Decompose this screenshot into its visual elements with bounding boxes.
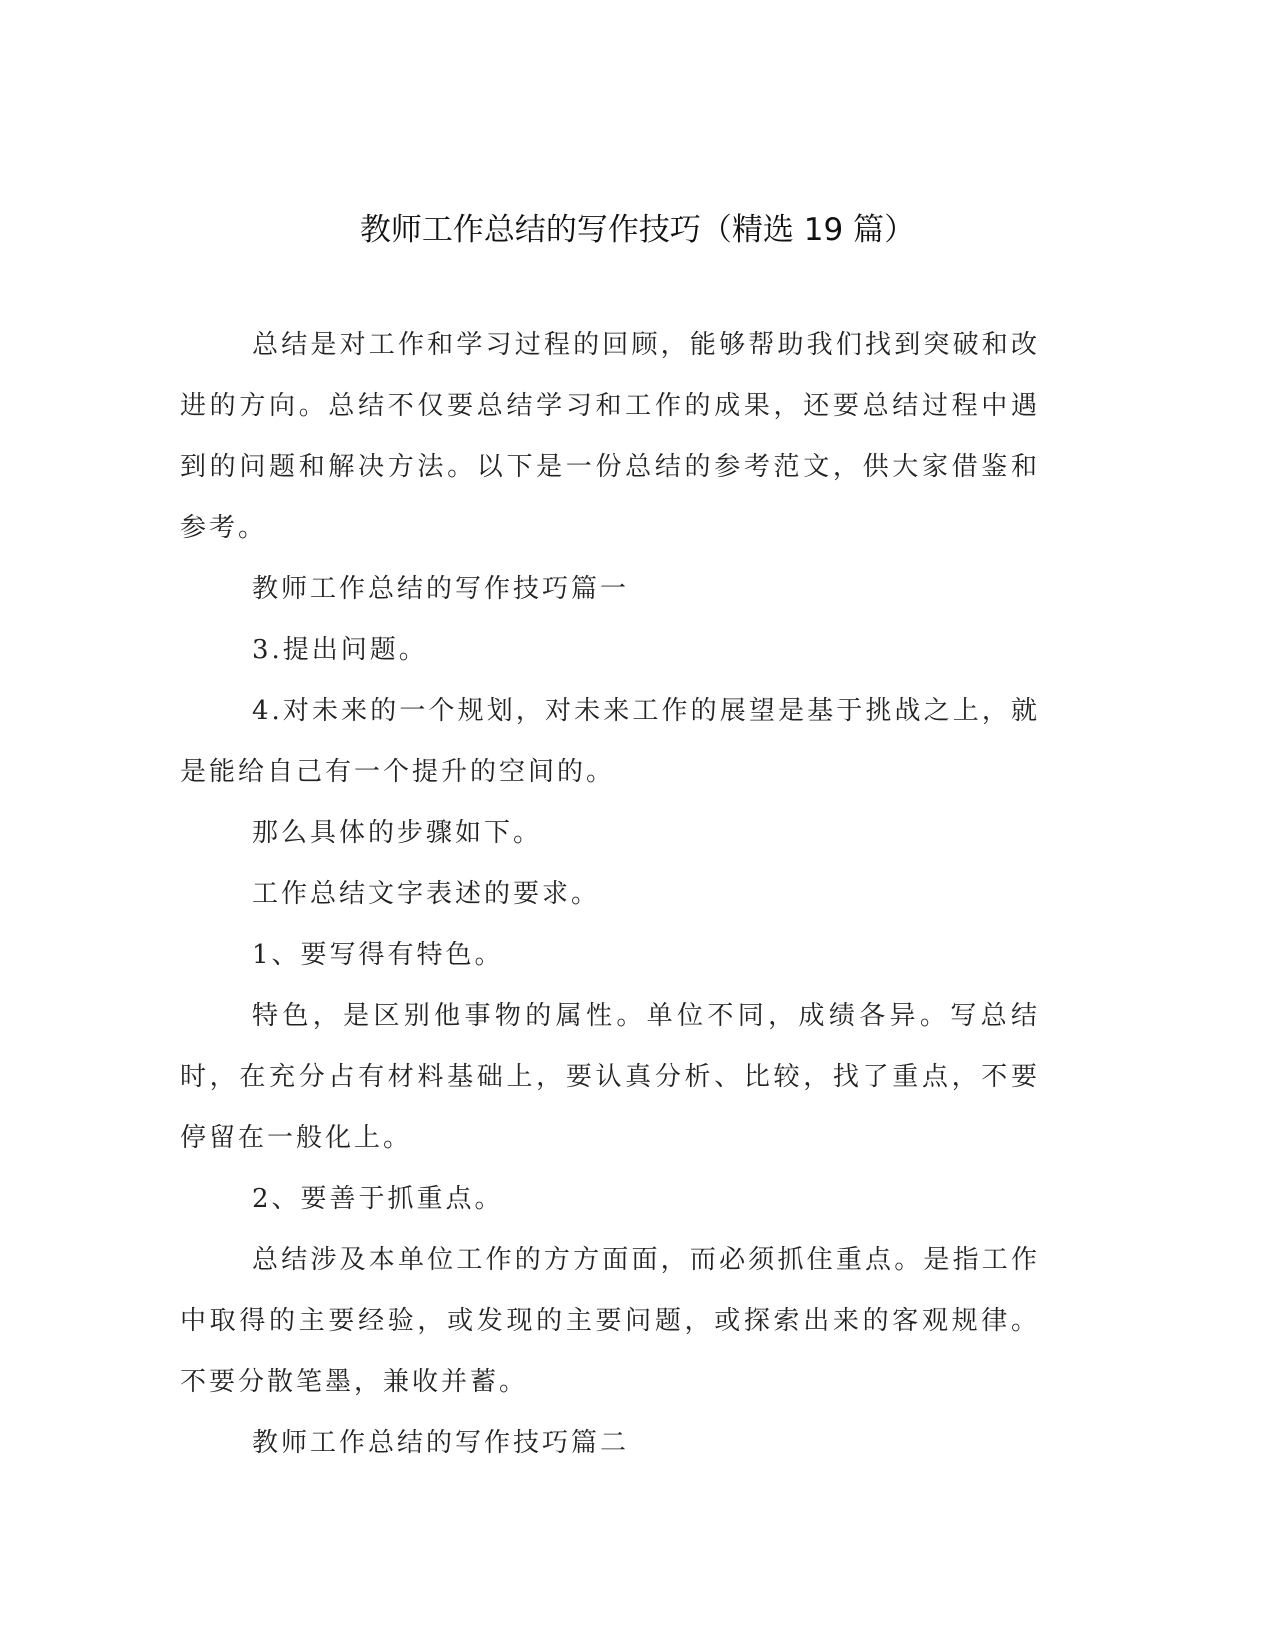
paragraph: 特色，是区别他事物的属性。单位不同，成绩各异。写总结时，在充分占有材料基础上，要认真分析、比较，找了重点，不要停留在一般化上。	[180, 1001, 1040, 1153]
paragraph: 工作总结文字表述的要求。	[252, 879, 601, 909]
section-heading-part-two: 教师工作总结的写作技巧篇二	[252, 1428, 630, 1458]
paragraph: 3.提出问题。	[252, 635, 428, 665]
document-body	[180, 315, 1040, 1474]
section-heading-part-one: 教师工作总结的写作技巧篇一	[252, 574, 630, 604]
document-title: 教师工作总结的写作技巧（精选 19 篇）	[359, 212, 916, 248]
paragraph: 那么具体的步骤如下。	[252, 818, 543, 848]
list-item-heading: 2、要善于抓重点。	[252, 1184, 504, 1214]
list-item-heading: 1、要写得有特色。	[252, 940, 504, 970]
intro-paragraph: 总结是对工作和学习过程的回顾，能够帮助我们找到突破和改进的方向。总结不仅要总结学习和工作的成果，还要总结过程中遇到的问题和解决方法。以下是一份总结的参考范文，供大家借鉴和参考。	[180, 330, 1040, 543]
paragraph: 4.对未来的一个规划，对未来工作的展望是基于挑战之上，就是能给自己有一个提升的空间的。	[180, 696, 1040, 787]
paragraph: 总结涉及本单位工作的方方面面，而必须抓住重点。是指工作中取得的主要经验，或发现的主要问题，或探索出来的客观规律。不要分散笔墨，兼收并蓄。	[180, 1245, 1040, 1397]
